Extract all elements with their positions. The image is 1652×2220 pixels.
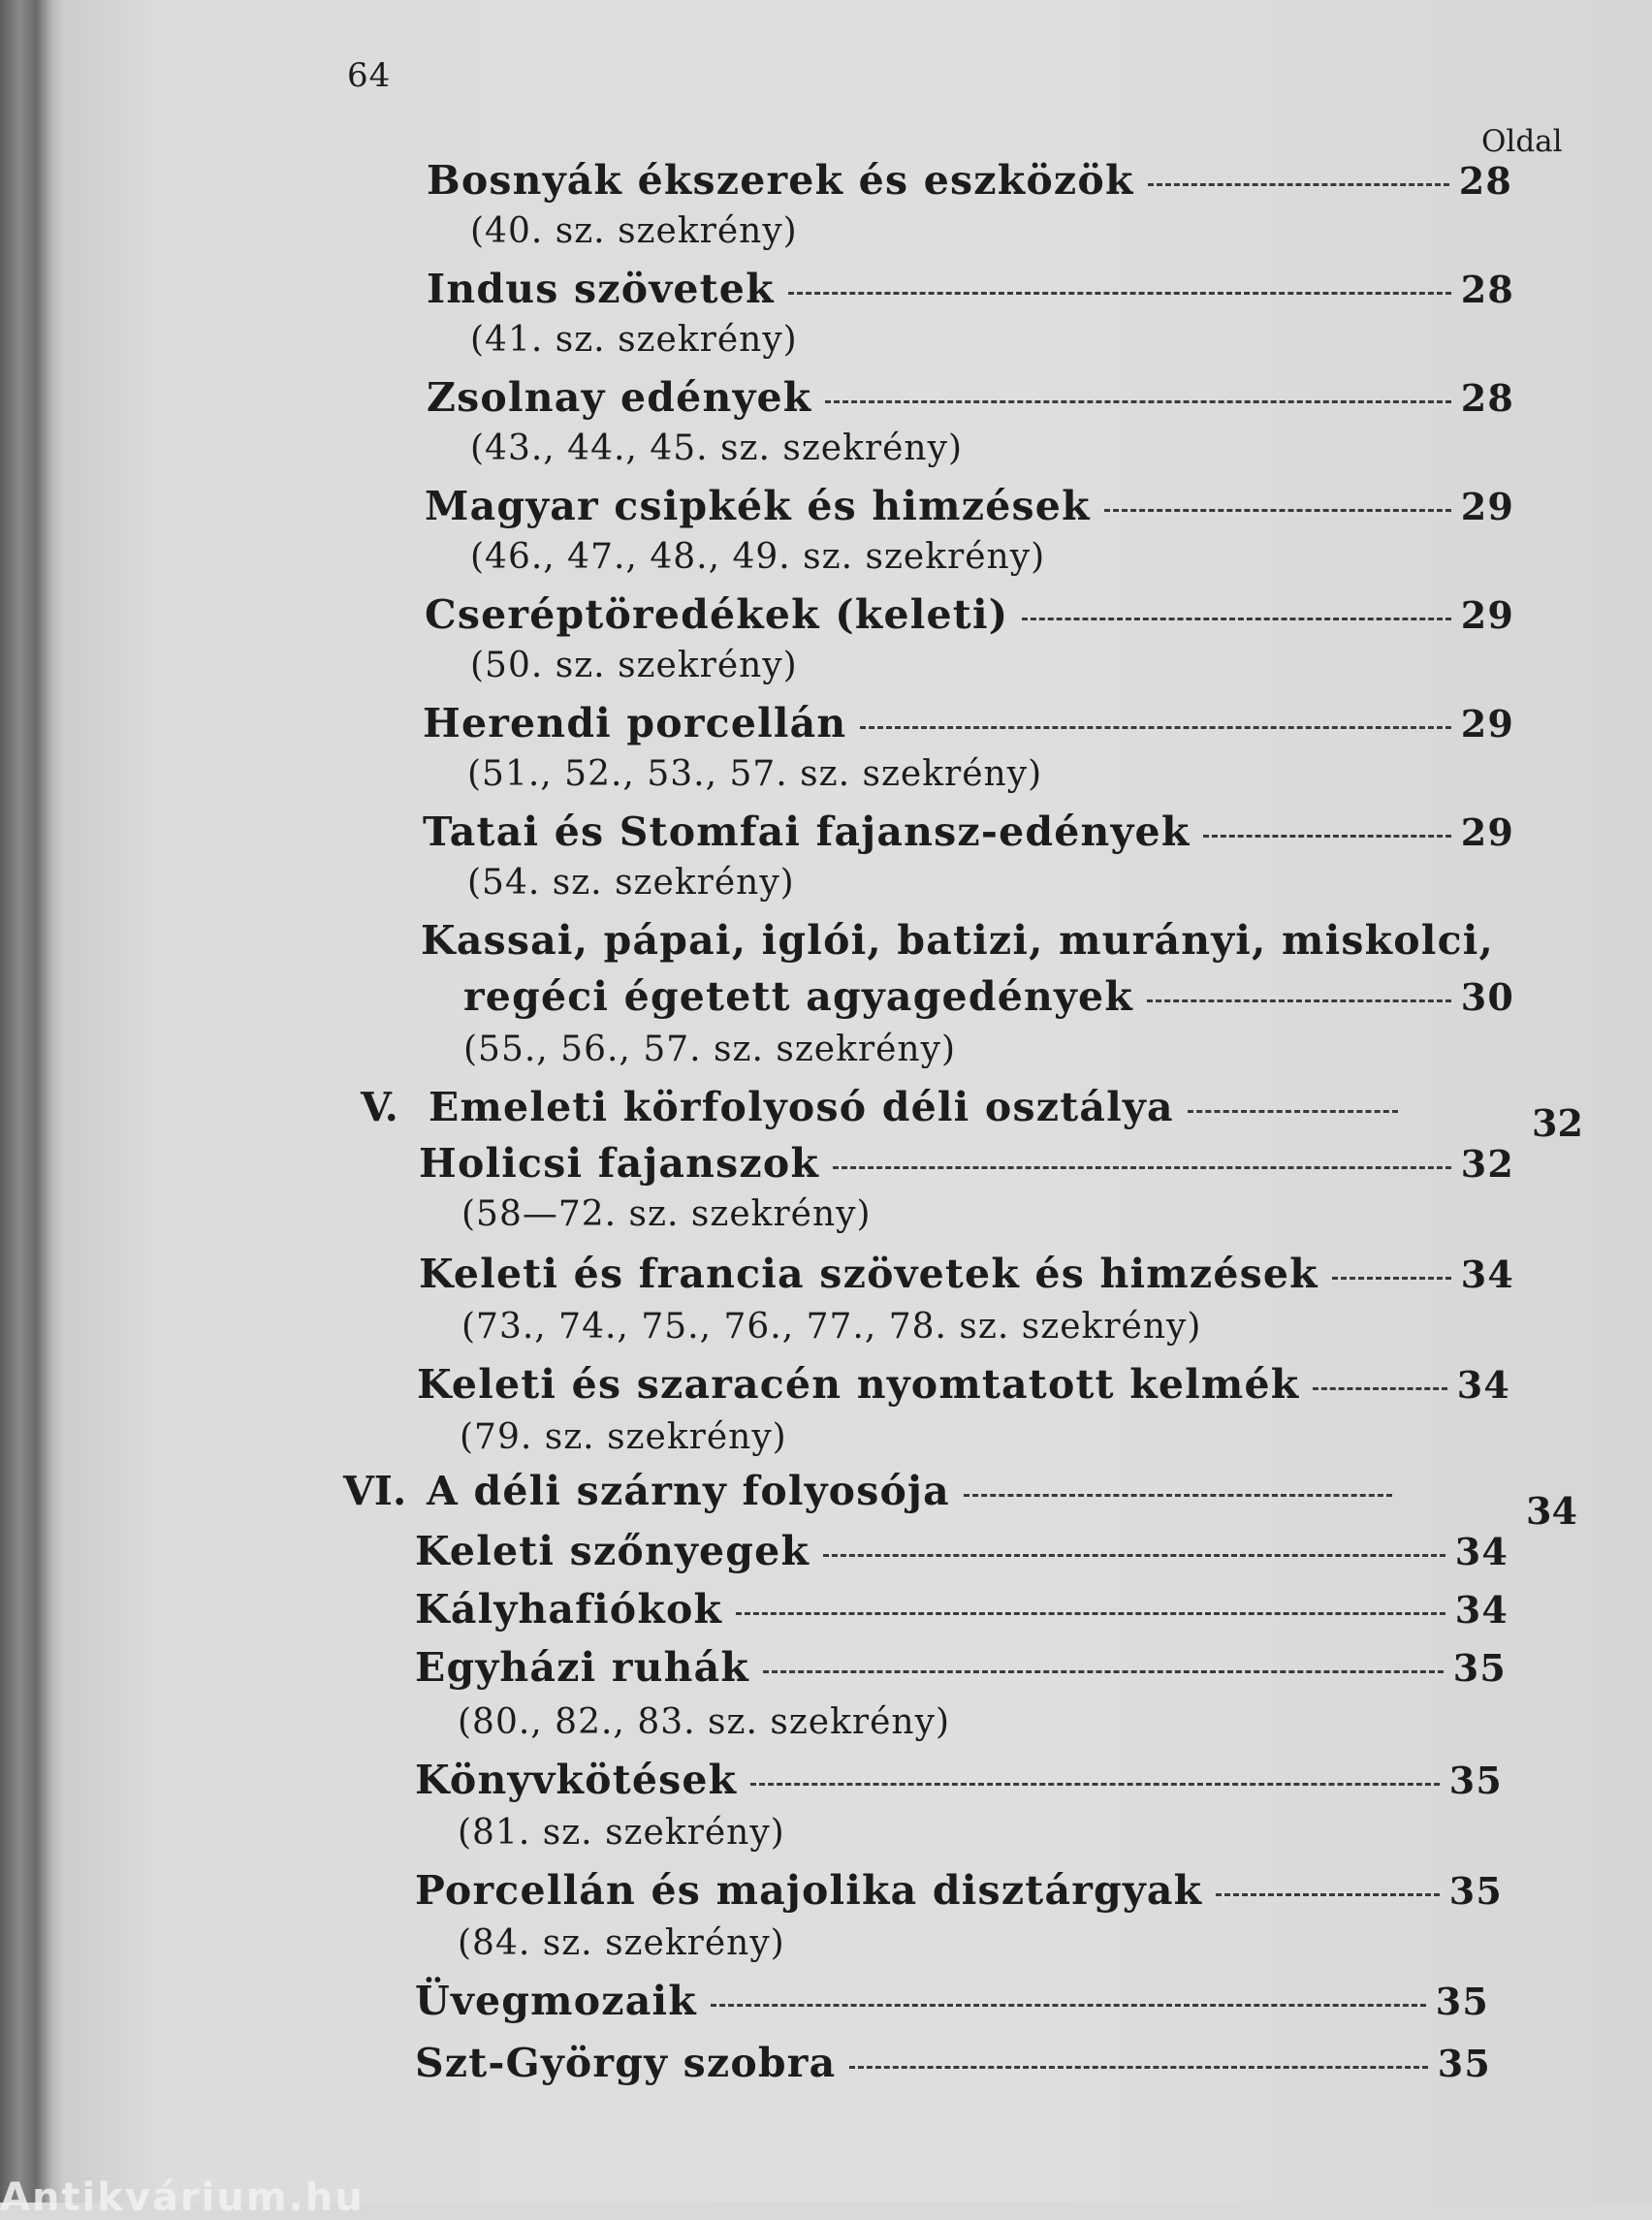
entry-title: Indus szövetek [427,266,775,312]
entry-title: Tatai és Stomfai fajansz-edények [423,809,1191,855]
entry-subtitle: (43., 44., 45. sz. szekrény) [470,428,963,468]
entry-title: Keleti és szaracén nyomtatott kelmék [417,1361,1300,1408]
dot-leader [964,1494,1392,1497]
entry-title: Herendi porcellán [423,700,847,746]
entry-title: Keleti szőnyegek [415,1528,810,1574]
entry-subtitle: (81. sz. szekrény) [458,1813,785,1853]
toc-entry [427,374,1514,421]
entry-title: Bosnyák ékszerek és eszközök [427,157,1134,204]
entry-page: 32 [1460,1142,1514,1186]
entry-page: 29 [1460,810,1514,854]
entry-page: 35 [1448,1869,1503,1913]
dot-leader [823,1554,1446,1557]
entry-subtitle: (55., 56., 57. sz. szekrény) [463,1030,956,1069]
dot-leader [1188,1110,1398,1113]
entry-page: 34 [1456,1363,1510,1407]
section-page: 32 [1532,1101,1583,1145]
toc-entry [427,266,1514,312]
entry-title: Zsolnay edények [427,374,812,421]
dot-leader [849,2066,1427,2069]
dot-leader [1148,183,1449,186]
entry-subtitle: (58—72. sz. szekrény) [461,1194,872,1234]
entry-subtitle: (41. sz. szekrény) [470,320,798,360]
entry-title: Magyar csipkék és himzések [425,483,1091,529]
dot-leader [1313,1387,1446,1390]
toc-entry [423,700,1514,746]
section-page: 34 [1526,1489,1577,1533]
dot-leader [736,1612,1446,1615]
entry-title: Könyvkötések [415,1757,738,1803]
dot-leader [833,1166,1451,1169]
entry-page: 34 [1454,1588,1509,1632]
section-heading [429,1084,1408,1130]
dot-leader [788,292,1451,295]
entry-title: Egyházi ruhák [415,1644,750,1691]
entry-page: 29 [1460,702,1514,745]
entry-subtitle: (54. sz. szekrény) [467,863,795,903]
entry-subtitle: (80., 82., 83. sz. szekrény) [458,1702,950,1742]
section-heading [427,1468,1402,1514]
page-number: 64 [347,56,392,95]
dot-leader [750,1783,1439,1786]
dot-leader [1147,999,1451,1002]
toc-entry [419,1251,1514,1297]
entry-page: 35 [1437,2042,1491,2085]
toc-entry [427,157,1512,204]
toc-entry [423,809,1514,855]
entry-title-line1: Kassai, pápai, iglói, batizi, murányi, miskolci, [421,917,1494,964]
entry-title: Cseréptöredékek (keleti) [425,591,1009,638]
dot-leader [825,400,1450,403]
entry-title-line2: regéci égetett agyagedények [463,973,1133,1020]
toc-entry [463,973,1514,1020]
entry-title: Kályhafiókok [415,1586,723,1633]
entry-page: 34 [1454,1530,1509,1573]
entry-page: 35 [1452,1646,1507,1690]
dot-leader [763,1670,1444,1673]
section-number: V. [361,1084,398,1130]
entry-page: 29 [1460,485,1514,528]
toc-entry [419,1140,1514,1187]
section-number: VI. [343,1468,407,1514]
entry-page: 28 [1460,376,1514,420]
toc-entry [425,591,1514,638]
entry-subtitle: (46., 47., 48., 49. sz. szekrény) [470,537,1046,577]
dot-leader [711,2004,1426,2007]
book-binding [0,0,66,2203]
dot-leader [860,726,1450,729]
entry-page: 35 [1448,1759,1503,1802]
entry-subtitle: (79. sz. szekrény) [460,1417,787,1457]
entry-page: 28 [1458,159,1512,203]
entry-title: Szt-György szobra [415,2040,837,2086]
entry-title: Porcellán és majolika disztárgyak [415,1867,1203,1914]
dot-leader [1022,618,1450,620]
toc-entry [415,1757,1503,1803]
entry-subtitle: (51., 52., 53., 57. sz. szekrény) [467,754,1043,794]
entry-page: 29 [1460,593,1514,637]
toc-entry [417,1361,1510,1408]
dot-leader [1332,1277,1451,1280]
entry-title: Üvegmozaik [415,1978,697,2024]
toc-entry [415,1644,1507,1691]
watermark: Antikvárium.hu [0,2175,365,2220]
section-title: Emeleti körfolyosó déli osztálya [429,1084,1174,1130]
toc-entry [415,1867,1503,1914]
column-header-oldal: Oldal [1481,124,1563,159]
entry-subtitle: (73., 74., 75., 76., 77., 78. sz. szekrény) [461,1307,1202,1347]
toc-entry [425,483,1514,529]
entry-subtitle: (84. sz. szekrény) [458,1923,785,1963]
dot-leader [1203,835,1450,838]
toc-entry [415,2040,1491,2086]
toc-entry [415,1978,1489,2024]
section-title: A déli szárny folyosója [427,1468,950,1514]
entry-title: Keleti és francia szövetek és himzések [419,1251,1318,1297]
dot-leader [1104,509,1451,512]
entry-page: 28 [1460,268,1514,311]
entry-title: Holicsi fajanszok [419,1140,820,1187]
entry-subtitle: (50. sz. szekrény) [470,646,798,685]
entry-subtitle: (40. sz. szekrény) [470,211,798,251]
entry-page: 35 [1435,1980,1489,2023]
entry-page: 30 [1460,975,1514,1019]
dot-leader [1216,1893,1439,1896]
toc-entry [415,1528,1509,1574]
toc-entry [415,1586,1509,1633]
entry-page: 34 [1460,1253,1514,1296]
